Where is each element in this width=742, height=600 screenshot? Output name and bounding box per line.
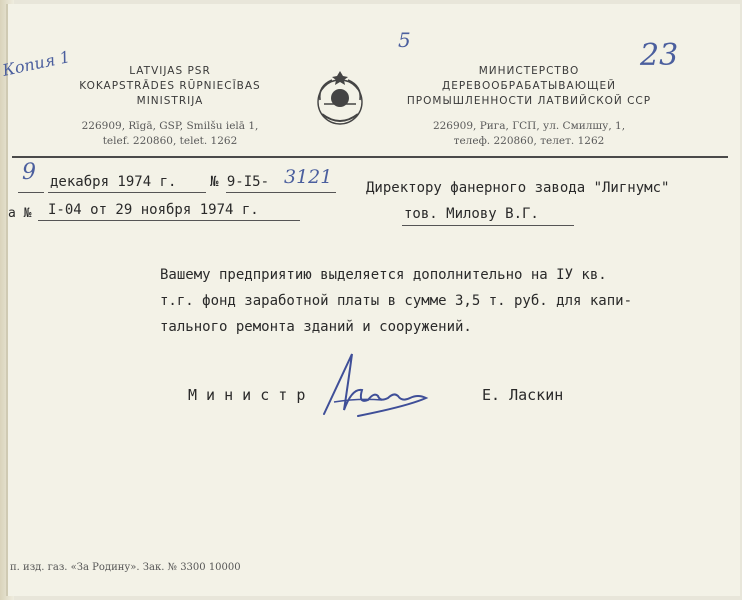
org-address-1: 226909, Rīgā, GSP, Smilšu ielā 1, (81, 120, 259, 132)
reference-prefix: а № (8, 206, 32, 221)
margin-note: Копия 1 (0, 47, 72, 80)
letter-body: Вашему предприятию выделяется дополнительно на IУ кв. т.г. фонд заработной платы в сумме 3,5 т. руб. для капи- тального ремонта зданий и сооружений. (160, 267, 633, 335)
org-line-3-ru: ПРОМЫШЛЕННОСТИ ЛАТВИЙСКОЙ ССР (406, 95, 652, 107)
org-address-2: telef. 220860, telet. 1262 (102, 135, 238, 147)
recipient-line-1: Директору фанерного завода "Лигнумс" (366, 180, 670, 196)
reference-number: I-04 от 29 ноября 1974 г. (48, 202, 259, 218)
org-address-2-ru: телеф. 220860, телет. 1262 (453, 135, 605, 147)
recipient-underline (402, 225, 574, 226)
letterhead-russian (398, 64, 660, 149)
day-underline (18, 192, 44, 193)
recipient-line-2: тов. Милову В.Г. (404, 206, 539, 222)
org-address-1-ru: 226909, Рига, ГСП, ул. Смилшу, 1, (432, 120, 626, 132)
number-underline (226, 192, 336, 193)
signatory-role: М и н и с т р (188, 386, 306, 404)
org-line-3: MINISTRIJA (136, 95, 204, 107)
header-divider (12, 156, 728, 158)
date-month-year: декабря 1974 г. (50, 174, 177, 190)
date-underline (48, 192, 206, 193)
handwritten-sheet-number: 23 (640, 38, 679, 73)
handwritten-page-number: 5 (398, 28, 411, 52)
letterhead-latvian (40, 64, 300, 149)
handwritten-doc-suffix: 3121 (284, 166, 333, 188)
org-line-1: LATVIJAS PSR (129, 65, 211, 77)
org-line-2-ru: ДЕРЕВООБРАБАТЫВАЮЩЕЙ (441, 80, 616, 92)
org-line-1-ru: МИНИСТЕРСТВО (478, 65, 580, 77)
state-emblem-icon (310, 70, 370, 130)
signatory-name: Е. Ласкин (482, 386, 564, 404)
reference-underline (38, 220, 300, 221)
signature-icon (318, 344, 438, 424)
doc-number-prefix: № 9-I5- (210, 174, 270, 190)
print-imprint: п. изд. газ. «За Родину». Зак. № 3300 10000 (10, 562, 241, 573)
org-line-2: KOKAPSTRĀDES RŪPNIECĪBAS (79, 80, 261, 92)
handwritten-day: 9 (22, 160, 36, 185)
